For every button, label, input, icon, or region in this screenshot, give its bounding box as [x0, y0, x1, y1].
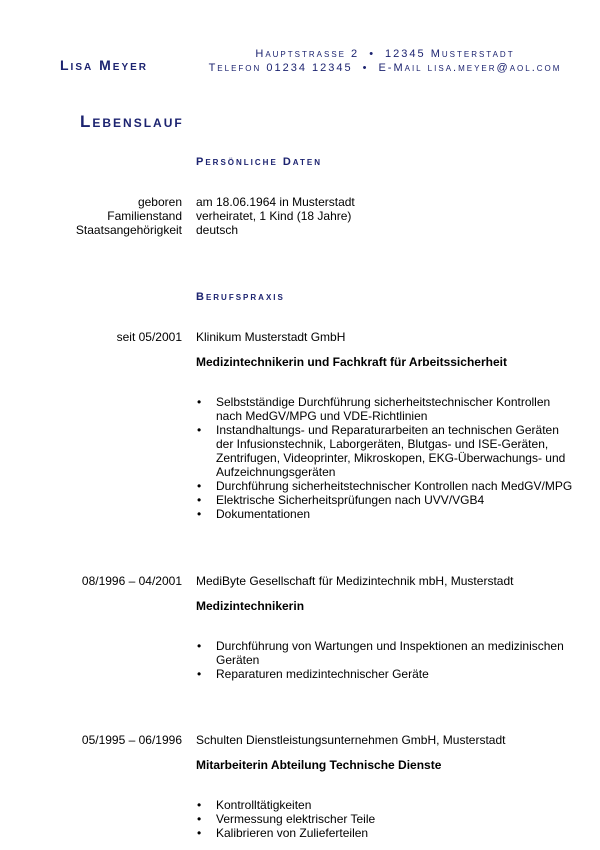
- city: 12345 Musterstadt: [385, 48, 515, 60]
- entry-date: 05/1995 – 06/1996: [81, 733, 182, 747]
- separator: •: [369, 48, 376, 60]
- label-born: geboren: [137, 195, 182, 209]
- list-item: • Durchführung sicherheitstechnischer Kontrollen nach MedGV/MPG: [196, 479, 576, 493]
- separator: •: [362, 62, 369, 74]
- list-item: • Kontrolltätigkeiten: [196, 798, 576, 812]
- address-line: [200, 47, 570, 61]
- label-marital: Familienstand: [107, 209, 182, 223]
- entry-date: seit 05/2001: [116, 330, 182, 344]
- personal-labels: [40, 195, 182, 237]
- list-item: • Dokumentationen: [196, 507, 576, 521]
- list-item: • Vermessung elektrischer Teile: [196, 812, 576, 826]
- value-born: am 18.06.1964 in Musterstadt: [196, 195, 355, 209]
- applicant-name: Lisa Meyer: [60, 57, 149, 73]
- entry-role: Mitarbeiterin Abteilung Technische Dienste: [196, 758, 442, 772]
- list-item: • Selbstständige Durchführung sicherheitstechnischer Kontrollen nach MedGV/MPG und VDE-Richtlinien: [196, 395, 576, 423]
- list-item: • Durchführung von Wartungen und Inspektionen an medizinischen Geräten: [196, 639, 576, 667]
- email: E-Mail lisa.meyer@aol.com: [378, 62, 562, 74]
- personal-values: [196, 195, 355, 237]
- entry-role: Medizintechnikerin und Fachkraft für Arbeitssicherheit: [196, 355, 507, 369]
- entry-employer: Schulten Dienstleistungsunternehmen GmbH, Musterstadt: [196, 733, 506, 747]
- entry-role: Medizintechnikerin: [196, 599, 305, 613]
- entry-task-list: [196, 395, 576, 521]
- document-title: Lebenslauf: [80, 112, 184, 131]
- contact-line: [200, 61, 570, 75]
- list-item: • Elektrische Sicherheitsprüfungen nach UVV/VGB4: [196, 493, 576, 507]
- street: Hauptstrasse 2: [255, 48, 360, 60]
- list-item: • Kalibrieren von Zulieferteilen: [196, 826, 576, 840]
- entry-employer: MediByte Gesellschaft für Medizintechnik mbH, Musterstadt: [196, 574, 514, 588]
- entry-employer: Klinikum Musterstadt GmbH: [196, 330, 346, 344]
- entry-date: 08/1996 – 04/2001: [81, 574, 182, 588]
- list-item: • Reparaturen medizintechnischer Geräte: [196, 667, 576, 681]
- contact-block: [200, 47, 570, 75]
- value-nationality: deutsch: [196, 223, 239, 237]
- label-nationality: Staatsangehörigkeit: [75, 223, 182, 237]
- list-item: • Instandhaltungs- und Reparaturarbeiten an technischen Geräten der Infusionstechnik, Laborgeräten, Blutgas- und ISE-Geräten, Zentrifugen, Videoprinter, Mikroskopen, EKG-Überwachungs- und Aufzeichnungsgeräten: [196, 423, 576, 479]
- value-marital: verheiratet, 1 Kind (18 Jahre): [196, 209, 352, 223]
- entry-task-list: [196, 798, 576, 840]
- entry-task-list: [196, 639, 576, 681]
- section-heading-experience: Berufspraxis: [196, 291, 285, 303]
- phone: Telefon 01234 12345: [208, 62, 353, 74]
- section-heading-personal: Persönliche Daten: [196, 156, 322, 168]
